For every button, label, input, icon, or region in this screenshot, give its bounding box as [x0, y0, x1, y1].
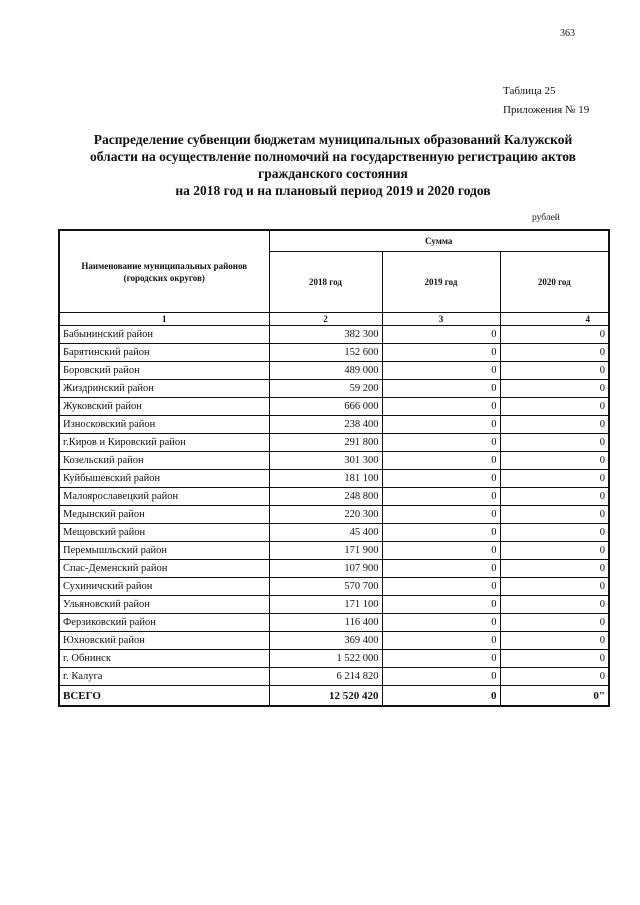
district-name: Жуковский район: [59, 398, 269, 416]
column-number: 4: [500, 313, 609, 326]
table-row: [59, 416, 609, 434]
title-line: на 2018 год и на плановый период 2019 и 2020 годов: [175, 183, 491, 198]
value-2020: 0: [500, 560, 609, 578]
table-body: [59, 326, 609, 707]
value-2020: 0: [500, 362, 609, 380]
value-2019: 0: [382, 632, 500, 650]
value-2018: 248 800: [269, 488, 382, 506]
value-2020: 0: [500, 380, 609, 398]
table-row: [59, 344, 609, 362]
value-2018: 1 522 000: [269, 650, 382, 668]
value-2020: 0: [500, 614, 609, 632]
value-2019: 0: [382, 434, 500, 452]
value-2018: 369 400: [269, 632, 382, 650]
value-2018: 238 400: [269, 416, 382, 434]
column-number: 1: [59, 313, 269, 326]
table-row: [59, 668, 609, 686]
value-2020: 0: [500, 506, 609, 524]
table-row: [59, 632, 609, 650]
value-2019: 0: [382, 416, 500, 434]
district-name: Козельский район: [59, 452, 269, 470]
district-name: Ульяновский район: [59, 596, 269, 614]
table-row: [59, 398, 609, 416]
value-2019: 0: [382, 326, 500, 344]
value-2018: 570 700: [269, 578, 382, 596]
value-2018: 301 300: [269, 452, 382, 470]
column-number: 3: [382, 313, 500, 326]
value-2018: 291 800: [269, 434, 382, 452]
table-row: [59, 452, 609, 470]
appendix-label: Приложения № 19: [503, 104, 590, 116]
value-2020: 0: [500, 578, 609, 596]
district-name: Барятинский район: [59, 344, 269, 362]
district-name: г.Киров и Кировский район: [59, 434, 269, 452]
district-name: Юхновский район: [59, 632, 269, 650]
table-reference: [503, 82, 589, 120]
value-2018: 45 400: [269, 524, 382, 542]
table-row: [59, 470, 609, 488]
total-2020: 0": [500, 686, 609, 707]
value-2020: 0: [500, 416, 609, 434]
value-2019: 0: [382, 506, 500, 524]
column-number: 2: [269, 313, 382, 326]
value-2019: 0: [382, 452, 500, 470]
district-name: Мещовский район: [59, 524, 269, 542]
table-row: [59, 506, 609, 524]
table-row: [59, 488, 609, 506]
district-name: Сухиничский район: [59, 578, 269, 596]
value-2019: 0: [382, 668, 500, 686]
value-2019: 0: [382, 650, 500, 668]
value-2019: 0: [382, 614, 500, 632]
value-2018: 152 600: [269, 344, 382, 362]
value-2018: 666 000: [269, 398, 382, 416]
value-2020: 0: [500, 524, 609, 542]
district-name: Бабынинский район: [59, 326, 269, 344]
value-2018: 6 214 820: [269, 668, 382, 686]
value-2020: 0: [500, 344, 609, 362]
district-name: Куйбышевский район: [59, 470, 269, 488]
value-2020: 0: [500, 488, 609, 506]
value-2019: 0: [382, 542, 500, 560]
table-row: [59, 596, 609, 614]
value-2018: 107 900: [269, 560, 382, 578]
table-row: [59, 578, 609, 596]
total-label: ВСЕГО: [59, 686, 269, 707]
value-2018: 171 900: [269, 542, 382, 560]
total-row: [59, 686, 609, 707]
value-2018: 220 300: [269, 506, 382, 524]
table-row: [59, 614, 609, 632]
district-name: г. Калуга: [59, 668, 269, 686]
total-2018: 12 520 420: [269, 686, 382, 707]
value-2018: 382 300: [269, 326, 382, 344]
value-2020: 0: [500, 668, 609, 686]
value-2020: 0: [500, 632, 609, 650]
subvention-table: [58, 229, 610, 707]
district-name: Ферзиковский район: [59, 614, 269, 632]
value-2019: 0: [382, 470, 500, 488]
district-name: Спас-Деменский район: [59, 560, 269, 578]
district-name: Малоярославецкий район: [59, 488, 269, 506]
value-2018: 116 400: [269, 614, 382, 632]
title-line: области на осуществление полномочий на государственную регистрацию актов: [90, 149, 576, 164]
table-row: [59, 326, 609, 344]
title-line: гражданского состояния: [258, 166, 408, 181]
currency-unit: рублей: [532, 213, 560, 223]
header-2018: 2018 год: [269, 252, 382, 313]
title-line: Распределение субвенции бюджетам муниципальных образований Калужской: [93, 132, 573, 147]
value-2018: 59 200: [269, 380, 382, 398]
value-2019: 0: [382, 560, 500, 578]
table-row: [59, 560, 609, 578]
value-2020: 0: [500, 326, 609, 344]
value-2020: 0: [500, 452, 609, 470]
value-2020: 0: [500, 398, 609, 416]
header-name: Наименование муниципальных районов (городских округов): [59, 230, 269, 313]
value-2019: 0: [382, 488, 500, 506]
document-title: [40, 131, 626, 199]
table-row: [59, 542, 609, 560]
value-2018: 171 100: [269, 596, 382, 614]
page-number: 363: [560, 28, 575, 39]
value-2018: 181 100: [269, 470, 382, 488]
value-2019: 0: [382, 596, 500, 614]
value-2019: 0: [382, 578, 500, 596]
header-sum: Сумма: [269, 230, 609, 252]
value-2020: 0: [500, 650, 609, 668]
district-name: Медынский район: [59, 506, 269, 524]
value-2019: 0: [382, 362, 500, 380]
value-2020: 0: [500, 434, 609, 452]
value-2019: 0: [382, 524, 500, 542]
table-row: [59, 650, 609, 668]
value-2019: 0: [382, 398, 500, 416]
district-name: Боровский район: [59, 362, 269, 380]
table-label: Таблица 25: [503, 85, 556, 97]
table-row: [59, 362, 609, 380]
value-2020: 0: [500, 542, 609, 560]
table-row: [59, 524, 609, 542]
district-name: г. Обнинск: [59, 650, 269, 668]
table-row: [59, 380, 609, 398]
district-name: Износковский район: [59, 416, 269, 434]
value-2020: 0: [500, 470, 609, 488]
total-2019: 0: [382, 686, 500, 707]
district-name: Перемышльский район: [59, 542, 269, 560]
value-2020: 0: [500, 596, 609, 614]
value-2018: 489 000: [269, 362, 382, 380]
value-2019: 0: [382, 344, 500, 362]
header-2019: 2019 год: [382, 252, 500, 313]
table-row: [59, 434, 609, 452]
district-name: Жиздринский район: [59, 380, 269, 398]
header-2020: 2020 год: [500, 252, 609, 313]
value-2019: 0: [382, 380, 500, 398]
